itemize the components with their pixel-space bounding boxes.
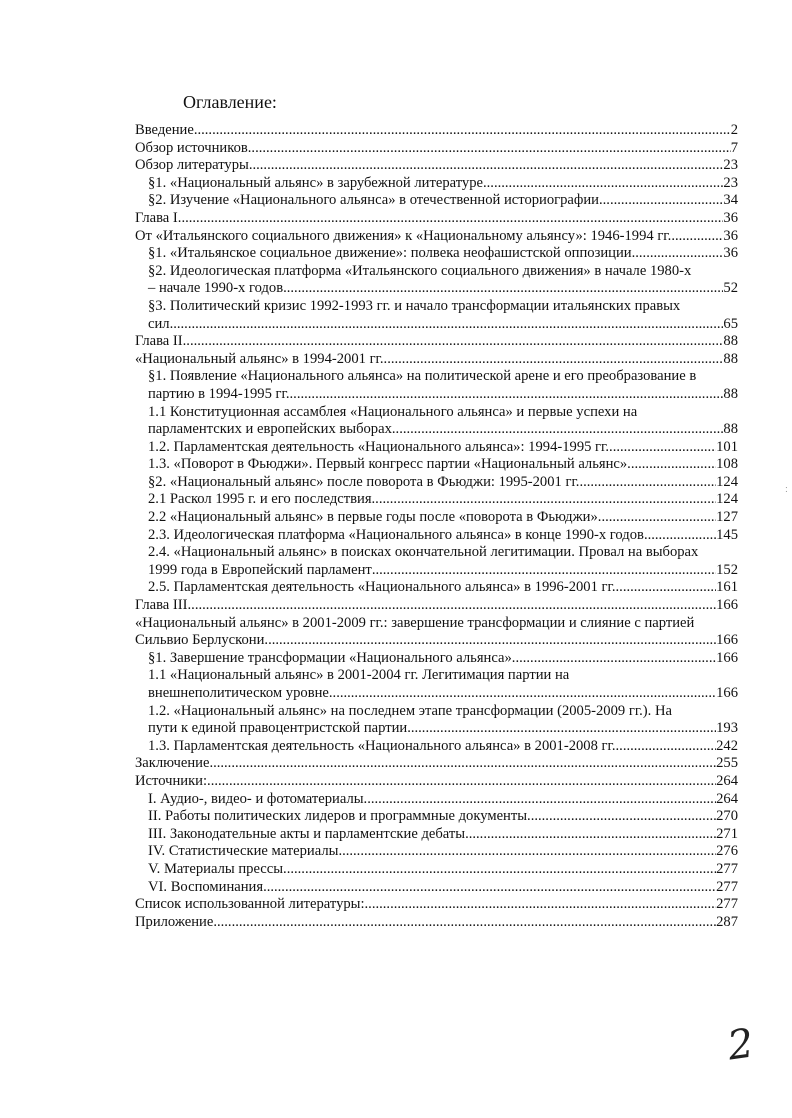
toc-entry[interactable] <box>135 491 738 509</box>
toc-entry[interactable] <box>135 192 738 210</box>
handwritten-page-number: 2 <box>724 1020 757 1070</box>
toc-entry[interactable] <box>135 368 738 403</box>
toc-entry-text: 1.1 Конституционная ассамблея «Национального альянса» и первые успехи на <box>148 403 638 420</box>
toc-entry-text: 2.2 «Национальный альянс» в первые годы после «поворота в Фьюджи» <box>148 509 598 526</box>
toc-entry[interactable] <box>135 738 738 756</box>
toc-page-number: 287 <box>716 913 738 930</box>
toc-entry-text: VI. Воспоминания <box>148 878 264 895</box>
toc-entry[interactable] <box>135 914 738 932</box>
dot-leader <box>365 896 717 914</box>
toc-page-number: 52 <box>723 280 738 297</box>
toc-entry[interactable] <box>135 843 738 861</box>
toc-page-number: 7 <box>730 139 738 156</box>
toc-entry-text: От «Итальянского социального движения» к «Национальному альянсу»: 1946-1994 гг. <box>135 227 672 244</box>
toc-entry-text: 2.1 Раскол 1995 г. и его последствия <box>148 491 372 508</box>
toc-entry-text: V. Материалы прессы <box>148 860 284 877</box>
toc-page-number: 166 <box>716 632 738 649</box>
dot-leader <box>392 421 724 439</box>
toc-entry-text: внешнеполитическом уровне <box>148 685 329 701</box>
dot-leader <box>207 773 716 791</box>
toc-entry-text: §2. Идеологическая платформа «Итальянского социального движения» в начале 1980-х <box>148 262 692 279</box>
toc-entry-text: 1999 года в Европейский парламент <box>148 561 372 578</box>
toc-page-number: 161 <box>716 579 738 596</box>
dot-leader <box>283 861 716 879</box>
toc-entry-text: §2. «Национальный альянс» после поворота в Фьюджи: 1995-2001 гг. <box>148 473 580 490</box>
toc-entry[interactable] <box>135 210 738 228</box>
toc-page-number: 276 <box>716 843 738 860</box>
toc-entry-text: Список использованной литературы: <box>135 896 365 913</box>
toc-entry-text: Обзор литературы <box>135 157 249 174</box>
toc-entry-text: 1.1 «Национальный альянс» в 2001-2004 гг. Легитимация партии на <box>148 667 570 684</box>
toc-entry[interactable] <box>135 826 738 844</box>
toc-entry-text: §1. Завершение трансформации «Национального альянса» <box>148 649 512 666</box>
toc-entry-text: II. Работы политических лидеров и программные документы <box>148 808 528 825</box>
toc-entry[interactable] <box>135 140 738 158</box>
toc-entry-text: Глава III <box>135 597 188 614</box>
toc-page-number: 152 <box>716 561 738 578</box>
toc-entry-text: 1.2. Парламентская деятельность «Национального альянса»: 1994-1995 гг. <box>148 438 610 455</box>
toc-entry-text: IV. Статистические материалы <box>148 843 339 860</box>
dot-leader <box>209 755 716 773</box>
toc-page-number: 242 <box>716 737 738 754</box>
toc-page-number: 124 <box>716 491 738 508</box>
toc-entry-text: «Национальный альянс» в 2001-2009 гг.: завершение трансформации и слияние с партией <box>135 614 695 631</box>
dot-leader <box>616 579 717 597</box>
toc-entry[interactable] <box>135 667 738 702</box>
toc-entry[interactable] <box>135 650 738 668</box>
toc-page-number: 166 <box>716 649 738 666</box>
toc-entry[interactable] <box>135 175 738 193</box>
toc-entry[interactable] <box>135 615 738 650</box>
toc-entry-text: 2.4. «Национальный альянс» в поисках окончательной легитимации. Провал на выборах <box>148 544 699 561</box>
dot-leader <box>512 650 716 668</box>
dot-leader <box>598 509 716 527</box>
toc-entry[interactable] <box>135 861 738 879</box>
toc-entry[interactable] <box>135 245 738 263</box>
toc-page-number: 264 <box>716 790 738 807</box>
scan-mark: ː <box>785 484 788 495</box>
toc-entry-text: 2.3. Идеологическая платформа «Национального альянса» в конце 1990-х годов <box>148 526 644 543</box>
table-of-contents <box>135 122 738 931</box>
dot-leader <box>465 826 716 844</box>
toc-page-number: 277 <box>716 860 738 877</box>
toc-page-number: 23 <box>723 157 738 174</box>
dot-leader <box>372 491 717 509</box>
dot-leader <box>170 316 724 334</box>
toc-entry[interactable] <box>135 791 738 809</box>
dot-leader <box>264 632 716 650</box>
toc-entry-text: §2. Изучение «Национального альянса» в отечественной историографии <box>148 192 599 209</box>
toc-entry-text: Источники: <box>135 772 208 789</box>
toc-entry[interactable] <box>135 773 738 791</box>
toc-entry[interactable] <box>135 527 738 545</box>
toc-entry-text: 1.3. Парламентская деятельность «Национального альянса» в 2001-2008 гг. <box>148 737 616 754</box>
toc-entry-text: пути к единой правоцентристской партии <box>148 720 408 737</box>
toc-entry-text: I. Аудио-, видео- и фотоматериалы. <box>148 790 368 807</box>
toc-entry-text: §3. Политический кризис 1992-1993 гг. и начало трансформации итальянских правых <box>148 297 681 314</box>
toc-entry[interactable] <box>135 755 738 773</box>
toc-entry-text: Обзор источников <box>135 139 248 156</box>
toc-page-number: 124 <box>716 473 738 490</box>
toc-entry[interactable] <box>135 544 738 579</box>
toc-page-number: 88 <box>723 350 738 367</box>
toc-entry-text: 2.5. Парламентская деятельность «Национального альянса» в 1996-2001 гг. <box>148 579 616 596</box>
toc-entry[interactable] <box>135 703 738 738</box>
toc-page-number: 65 <box>723 315 738 332</box>
toc-page-number: 270 <box>716 808 738 825</box>
dot-leader <box>372 562 716 580</box>
toc-entry[interactable] <box>135 597 738 615</box>
toc-page-number: 88 <box>723 421 738 438</box>
toc-page-number: 145 <box>716 526 738 543</box>
toc-entry-text: 1.3. «Поворот в Фьюджи». Первый конгресс партии «Национальный альянс» <box>148 456 628 473</box>
toc-entry-text: Глава II <box>135 333 183 350</box>
dot-leader <box>249 157 724 175</box>
toc-entry-text: парламентских и европейских выборах <box>148 421 392 438</box>
toc-entry[interactable] <box>135 896 738 914</box>
toc-entry[interactable] <box>135 351 738 369</box>
toc-page-number: 277 <box>716 896 738 913</box>
dot-leader <box>616 738 717 756</box>
dot-leader <box>407 720 716 738</box>
toc-page-number: 166 <box>716 685 738 701</box>
toc-entry[interactable] <box>135 439 738 457</box>
dot-leader <box>338 843 716 861</box>
toc-entry[interactable] <box>135 579 738 597</box>
toc-entry-text: Приложение <box>135 913 214 930</box>
toc-page-number: 101 <box>716 438 738 455</box>
toc-entry-text: Сильвио Берлускони <box>135 632 265 649</box>
toc-page-number: 255 <box>716 755 738 772</box>
toc-entry[interactable] <box>135 157 738 175</box>
dot-leader <box>194 122 731 140</box>
toc-page-number: 34 <box>723 192 738 209</box>
dot-leader <box>527 808 716 826</box>
dot-leader <box>599 192 723 210</box>
toc-entry-text: «Национальный альянс» в 1994-2001 гг. <box>135 350 384 367</box>
toc-entry[interactable] <box>135 333 738 351</box>
toc-entry[interactable] <box>135 263 738 298</box>
toc-entry-text: – начале 1990-х годов <box>148 280 284 297</box>
dot-leader <box>213 914 716 932</box>
toc-page-number: 36 <box>723 209 738 226</box>
toc-page-number: 127 <box>716 509 738 526</box>
toc-title: Оглавление: <box>183 92 277 112</box>
toc-page-number: 271 <box>716 825 738 842</box>
toc-entry[interactable] <box>135 456 738 474</box>
toc-entry-text: §1. «Итальянское социальное движение»: полвека неофашистской оппозиции <box>148 245 632 262</box>
dot-leader <box>290 386 724 404</box>
toc-entry[interactable] <box>135 228 738 246</box>
toc-page-number: 264 <box>716 772 738 789</box>
dot-leader <box>263 879 716 897</box>
toc-entry[interactable] <box>135 474 738 492</box>
toc-entry-text: партию в 1994-1995 гг. <box>148 385 290 402</box>
dot-leader <box>644 527 716 545</box>
toc-entry[interactable] <box>135 404 738 439</box>
toc-entry-text: Введение <box>135 122 194 138</box>
dot-leader <box>367 791 716 809</box>
toc-page-number: 166 <box>716 597 738 614</box>
toc-entry-text: Глава I <box>135 209 178 226</box>
toc-entry[interactable] <box>135 509 738 527</box>
toc-page-number: 193 <box>716 720 738 737</box>
toc-page-number: 88 <box>723 385 738 402</box>
toc-entry-text: III. Законодательные акты и парламентские дебаты <box>148 825 466 842</box>
dot-leader <box>609 439 716 457</box>
dot-leader <box>627 456 716 474</box>
dot-leader <box>632 245 724 263</box>
dot-leader <box>178 210 724 228</box>
toc-entry-text: §1. Появление «Национального альянса» на политической арене и его преобразование в <box>148 368 697 385</box>
toc-entry[interactable] <box>135 808 738 826</box>
toc-page-number: 277 <box>716 878 738 895</box>
toc-entry-text: Заключение <box>135 755 210 772</box>
toc-page-number: 108 <box>716 456 738 473</box>
dot-leader <box>283 280 723 298</box>
toc-page-number: 88 <box>723 333 738 350</box>
dot-leader <box>248 140 731 158</box>
toc-entry-text: сил <box>148 315 170 332</box>
toc-page-number: 36 <box>723 227 738 244</box>
toc-page-number: 2 <box>730 122 738 138</box>
dot-leader <box>579 474 716 492</box>
dot-leader <box>671 228 723 246</box>
toc-entry-text: §1. «Национальный альянс» в зарубежной литературе <box>148 174 483 191</box>
toc-page-number: 23 <box>723 174 738 191</box>
dot-leader <box>188 597 717 615</box>
toc-entry[interactable] <box>135 298 738 333</box>
toc-page-number: 36 <box>723 245 738 262</box>
toc-entry[interactable] <box>135 879 738 897</box>
dot-leader <box>329 685 716 703</box>
toc-entry[interactable] <box>135 122 738 140</box>
dot-leader <box>483 175 723 193</box>
toc-entry-text: 1.2. «Национальный альянс» на последнем этапе трансформации (2005-2009 гг.). На <box>148 702 672 719</box>
dot-leader <box>384 351 724 369</box>
dot-leader <box>183 333 724 351</box>
